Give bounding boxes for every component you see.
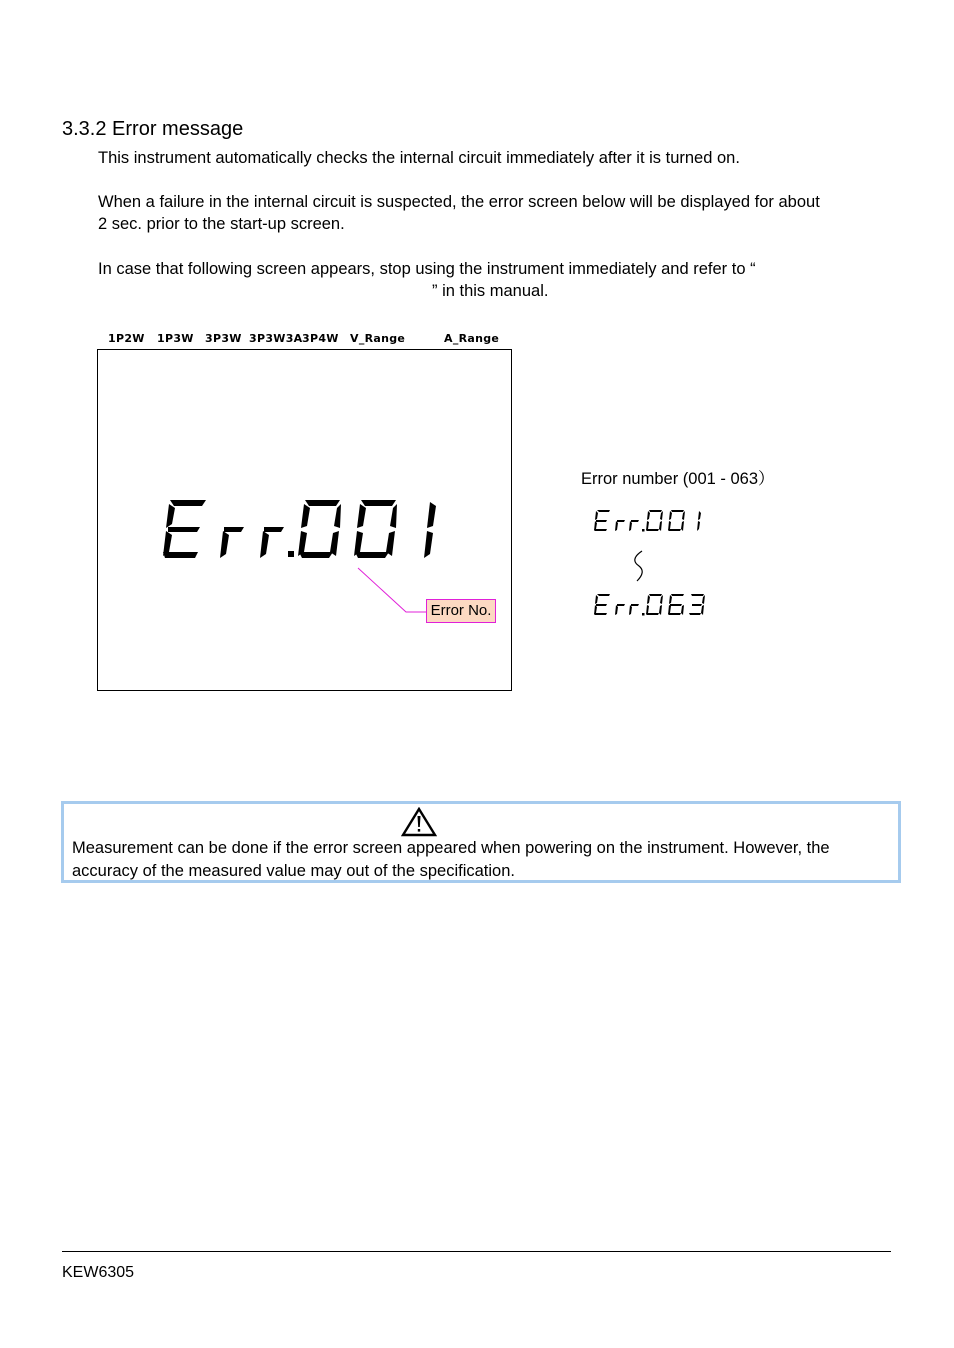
error-range-label: Error number (001 - 063） [581, 470, 775, 488]
failure-paragraph [98, 191, 820, 235]
caution-text [72, 837, 830, 883]
error-display-last [592, 589, 707, 619]
lcd-tab-v-range: V_Range [350, 332, 406, 345]
instruction-paragraph-line1: In case that following screen appears, stop using the instrument immediately and refer to “ [98, 260, 756, 278]
lcd-tab-3p3w: 3P3W [205, 332, 242, 345]
footer-divider [62, 1251, 891, 1252]
error-number-callout: Error No. [426, 599, 496, 623]
lcd-tab-a-range: A_Range [444, 332, 500, 345]
intro-paragraph: This instrument automatically checks the internal circuit immediately after it is turned on. [98, 149, 740, 167]
instruction-paragraph [98, 258, 756, 302]
lcd-mode-tabs [98, 332, 512, 349]
warning-triangle-icon [401, 807, 437, 837]
lcd-screen [97, 349, 512, 691]
instruction-paragraph-line2: ” in this manual. [432, 282, 549, 300]
lcd-tab-1p3w: 1P3W [157, 332, 194, 345]
lcd-tab-3p3w3a: 3P3W3A [249, 332, 303, 345]
footer-model: KEW6305 [62, 1264, 135, 1281]
range-tilde-icon [630, 548, 650, 584]
lcd-tab-3p4w: 3P4W [302, 332, 339, 345]
caution-text-line2: accuracy of the measured value may out of the specification. [72, 862, 515, 880]
caution-text-line1: Measurement can be done if the error screen appeared when powering on the instrument. However, the [72, 839, 830, 857]
error-display-first [592, 505, 707, 535]
error-number-callout-line [98, 350, 511, 690]
failure-paragraph-line2: 2 sec. prior to the start-up screen. [98, 215, 345, 233]
failure-paragraph-line1: When a failure in the internal circuit is suspected, the error screen below will be displayed for about [98, 193, 820, 211]
caution-box [61, 801, 901, 883]
section-heading: 3.3.2 Error message [62, 118, 244, 140]
lcd-tab-1p2w: 1P2W [108, 332, 145, 345]
